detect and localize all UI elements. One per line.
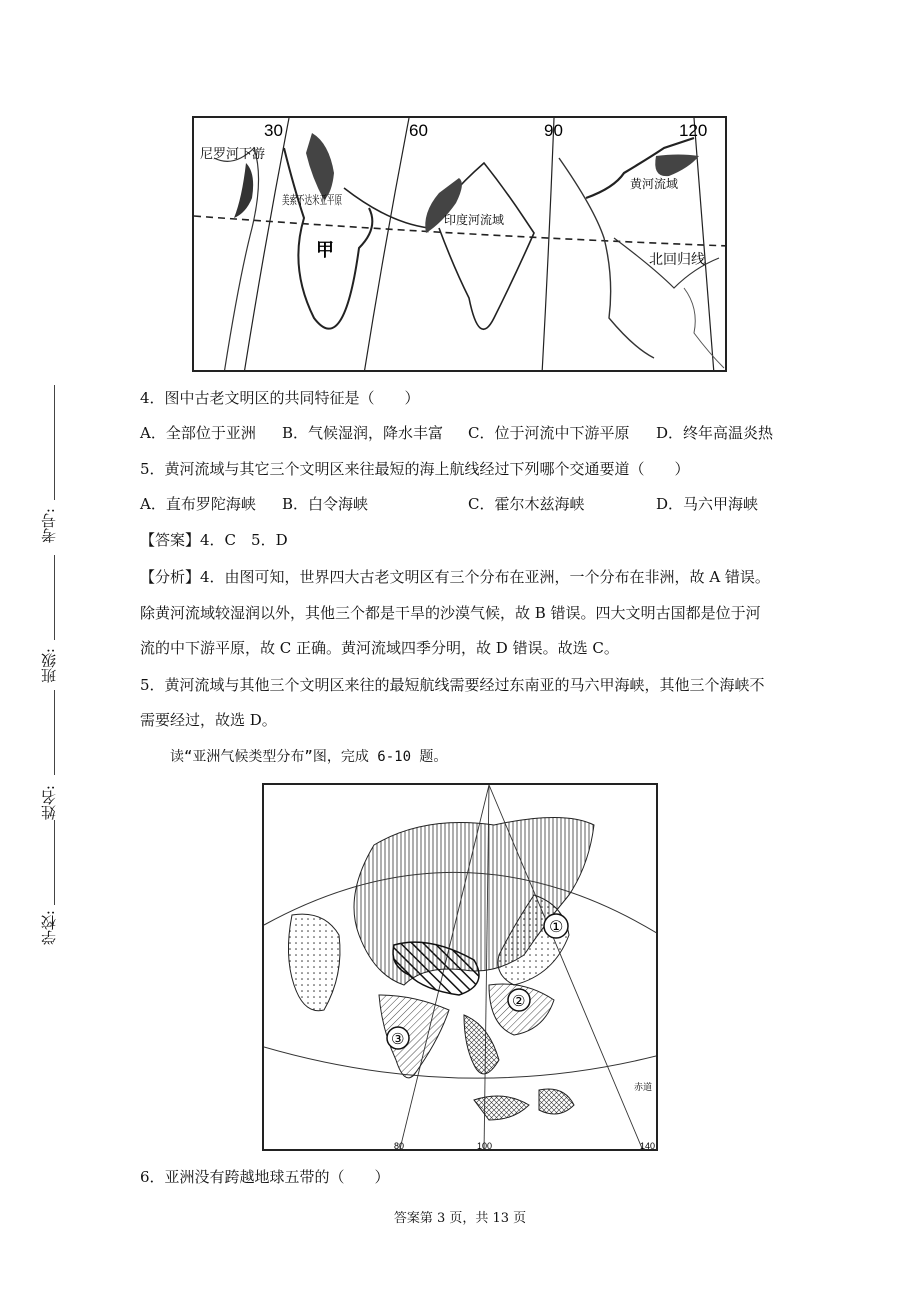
mesopotamia-region: [306, 133, 334, 200]
mesopotamia-label: 美索不达米亚平原: [282, 193, 379, 207]
equator-label: 赤道: [634, 1083, 653, 1093]
coastline: [684, 288, 724, 368]
exam-number-label: 考号:: [40, 508, 58, 544]
yellow-river-region: [655, 155, 699, 177]
asia-climate-map: [262, 783, 658, 1151]
q5-option-c: C．霍尔木兹海峡: [468, 495, 585, 513]
q4-option-d: D．终年高温炎热: [656, 424, 774, 442]
class-underline: [54, 555, 55, 640]
coastline: [344, 163, 534, 329]
answer-line: 【答案】4．C 5．D: [140, 531, 288, 549]
analysis-line: 5．黄河流域与其他三个文明区来往的最短航线需要经过东南亚的马六甲海峡，其他三个海峡不: [140, 676, 765, 694]
q5-option-b: B．白令海峡: [282, 495, 369, 513]
meridian-line: [364, 118, 409, 372]
nile-region: [234, 163, 253, 218]
lon-label-120: 120: [679, 121, 708, 140]
tropical-zone: [464, 1015, 499, 1074]
marker-3-label: ③: [391, 1030, 405, 1048]
name-label: 姓名:: [40, 785, 58, 821]
civilizations-map-drawing: [194, 118, 727, 372]
q4-option-a: A．全部位于亚洲: [140, 424, 256, 442]
lon-label-90: 90: [544, 121, 563, 140]
analysis-line: 【分析】4．由图可知，世界四大古老文明区有三个分布在亚洲，一个分布在非洲，故 A 错误。: [140, 568, 770, 586]
lon-label-30: 30: [264, 121, 283, 140]
lon-label-100: 100: [477, 1141, 493, 1151]
analysis-line: 流的中下游平原，故 C 正确。黄河流域四季分明，故 D 错误。故选 C。: [140, 639, 619, 657]
island-zone: [474, 1096, 529, 1120]
island-zone: [539, 1089, 574, 1114]
reading-prompt: 读“亚洲气候类型分布”图，完成 6-10 题。: [170, 749, 448, 765]
area-jia-label: 甲: [316, 240, 334, 261]
question-5-stem: 5．黄河流域与其它三个文明区来往最短的海上航线经过下列哪个交通要道（ ）: [140, 460, 690, 478]
tropic-label: 北回归线: [649, 252, 705, 268]
school-label: 学校:: [40, 910, 58, 946]
yellow-river-label: 黄河流域: [630, 177, 679, 191]
page-footer: 答案第 3 页，共 13 页: [393, 1211, 527, 1226]
exam-number-underline: [54, 385, 55, 500]
question-6-stem: 6．亚洲没有跨越地球五带的（ ）: [140, 1168, 390, 1186]
marker-1-label: ①: [549, 917, 564, 936]
lon-label-60: 60: [409, 121, 428, 140]
latitude-line: [264, 1047, 658, 1078]
analysis-line: 除黄河流域较湿润以外，其他三个都是干旱的沙漠气候，故 B 错误。四大文明古国都是位于河: [140, 604, 761, 622]
desert-climate-zone: [288, 914, 340, 1011]
marker-2-label: ②: [512, 992, 526, 1010]
name-underline: [54, 690, 55, 775]
analysis-line: 需要经过，故选 D。: [140, 711, 277, 729]
lon-label-80: 80: [394, 1141, 405, 1151]
meridian-line: [542, 118, 554, 372]
q5-option-d: D．马六甲海峡: [656, 495, 759, 513]
q4-option-c: C．位于河流中下游平原: [468, 424, 630, 442]
civilizations-map: [192, 116, 727, 372]
nile-label: 尼罗河下游: [200, 147, 266, 162]
class-label: 班级:: [40, 648, 58, 684]
lon-label-140: 140: [640, 1141, 656, 1151]
q4-option-b: B．气候湿润，降水丰富: [282, 424, 444, 442]
q5-option-a: A．直布罗陀海峡: [140, 495, 256, 513]
indus-label: 印度河流域: [444, 213, 505, 227]
asia-climate-map-drawing: [264, 785, 658, 1151]
question-4-stem: 4．图中古老文明区的共同特征是（ ）: [140, 389, 420, 407]
school-underline: [54, 820, 55, 905]
